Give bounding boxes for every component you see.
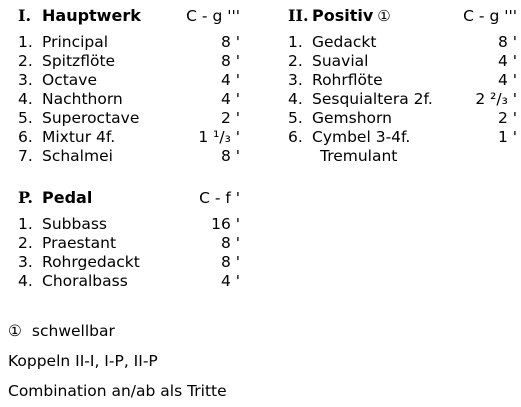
division-positiv	[288, 5, 517, 166]
division-compass: C - g '''	[186, 7, 240, 25]
division-header	[288, 5, 517, 27]
stop-list	[18, 215, 240, 291]
stop-row	[18, 52, 240, 71]
stop-pitch: 2 '	[220, 109, 240, 127]
stop-row	[288, 52, 517, 71]
stop-pitch: 8 '	[220, 52, 240, 70]
stop-pitch: 1 ¹/₃ '	[198, 128, 240, 146]
stop-pitch: 16 '	[211, 215, 240, 233]
stop-row	[18, 147, 240, 166]
division-header	[18, 187, 240, 209]
division-name-text: Positiv	[312, 6, 374, 25]
stop-name: Mixtur 4f.	[42, 128, 116, 146]
division-pedal	[18, 187, 240, 291]
stop-number: 4.	[288, 90, 303, 108]
stop-number: 4.	[18, 90, 33, 108]
stop-list	[18, 33, 240, 166]
stop-name: Octave	[42, 71, 98, 89]
division-hauptwerk	[18, 5, 240, 166]
stop-number: 2.	[18, 234, 33, 252]
stop-pitch: 8 '	[220, 253, 240, 271]
stop-pitch: 4 '	[220, 90, 240, 108]
stop-name: Suavial	[312, 52, 369, 70]
stop-name: Schalmei	[42, 147, 113, 165]
stop-pitch: 4 '	[497, 71, 517, 89]
division-numeral: P.	[18, 188, 33, 207]
stop-name: Sesquialtera 2f.	[312, 90, 433, 108]
combination-note: Combination an/ab als Tritte	[8, 382, 227, 400]
stop-pitch: 1 '	[497, 128, 517, 146]
stop-number: 6.	[18, 128, 33, 146]
swell-note	[8, 321, 115, 341]
stop-row	[288, 71, 517, 90]
stop-row	[18, 71, 240, 90]
stop-name: Spitzflöte	[42, 52, 116, 70]
division-numeral: II.	[288, 6, 309, 25]
stop-pitch: 4 '	[220, 272, 240, 290]
stop-name: Choralbass	[42, 272, 128, 290]
stop-pitch: 8 '	[497, 33, 517, 51]
stop-name: Principal	[42, 33, 109, 51]
stop-pitch: 4 '	[220, 71, 240, 89]
stop-list	[288, 33, 517, 147]
stop-row	[288, 90, 517, 109]
stop-pitch: 2 '	[497, 109, 517, 127]
swell-marker-icon: ①	[377, 7, 391, 25]
stop-number: 1.	[18, 33, 33, 51]
stop-number: 5.	[288, 109, 303, 127]
stop-row	[18, 215, 240, 234]
stop-number: 1.	[288, 33, 303, 51]
swell-marker-icon: ①	[8, 322, 22, 340]
stop-name: Cymbel 3-4f.	[312, 128, 411, 146]
stop-row	[18, 234, 240, 253]
stop-name: Praestant	[42, 234, 117, 252]
stop-name: Rohrflöte	[312, 71, 383, 89]
division-numeral: I.	[18, 6, 32, 25]
stop-row	[18, 90, 240, 109]
stop-pitch: 4 '	[497, 52, 517, 70]
stop-number: 3.	[18, 253, 33, 271]
stop-pitch: 8 '	[220, 33, 240, 51]
stop-name: Superoctave	[42, 109, 140, 127]
stop-number: 3.	[18, 71, 33, 89]
stop-row	[18, 109, 240, 128]
stop-number: 1.	[18, 215, 33, 233]
stop-row	[18, 128, 240, 147]
stop-number: 3.	[288, 71, 303, 89]
stop-row	[18, 253, 240, 272]
stop-number: 5.	[18, 109, 33, 127]
stop-pitch: 2 ²/₃ '	[475, 90, 517, 108]
stop-name: Rohrgedackt	[42, 253, 140, 271]
stop-name: Gedackt	[312, 33, 377, 51]
stop-name: Nachthorn	[42, 90, 123, 108]
division-compass: C - f '	[199, 189, 240, 207]
division-header	[18, 5, 240, 27]
stop-number: 4.	[18, 272, 33, 290]
division-compass: C - g '''	[463, 7, 517, 25]
division-name: Hauptwerk	[42, 6, 141, 25]
stop-row	[18, 33, 240, 52]
division-name	[312, 5, 391, 27]
stop-number: 6.	[288, 128, 303, 146]
stop-row	[288, 128, 517, 147]
stop-pitch: 8 '	[220, 234, 240, 252]
couplers-note: Koppeln II-I, I-P, II-P	[8, 352, 158, 370]
stop-row	[18, 272, 240, 291]
swell-note-text: schwellbar	[31, 322, 115, 340]
stop-number: 2.	[288, 52, 303, 70]
stop-number: 7.	[18, 147, 33, 165]
stop-row	[288, 109, 517, 128]
stop-name: Gemshorn	[312, 109, 392, 127]
stop-number: 2.	[18, 52, 33, 70]
stop-pitch: 8 '	[220, 147, 240, 165]
tremulant-label: Tremulant	[320, 147, 398, 165]
division-name: Pedal	[42, 188, 93, 207]
stop-row	[288, 33, 517, 52]
stop-name: Subbass	[42, 215, 107, 233]
